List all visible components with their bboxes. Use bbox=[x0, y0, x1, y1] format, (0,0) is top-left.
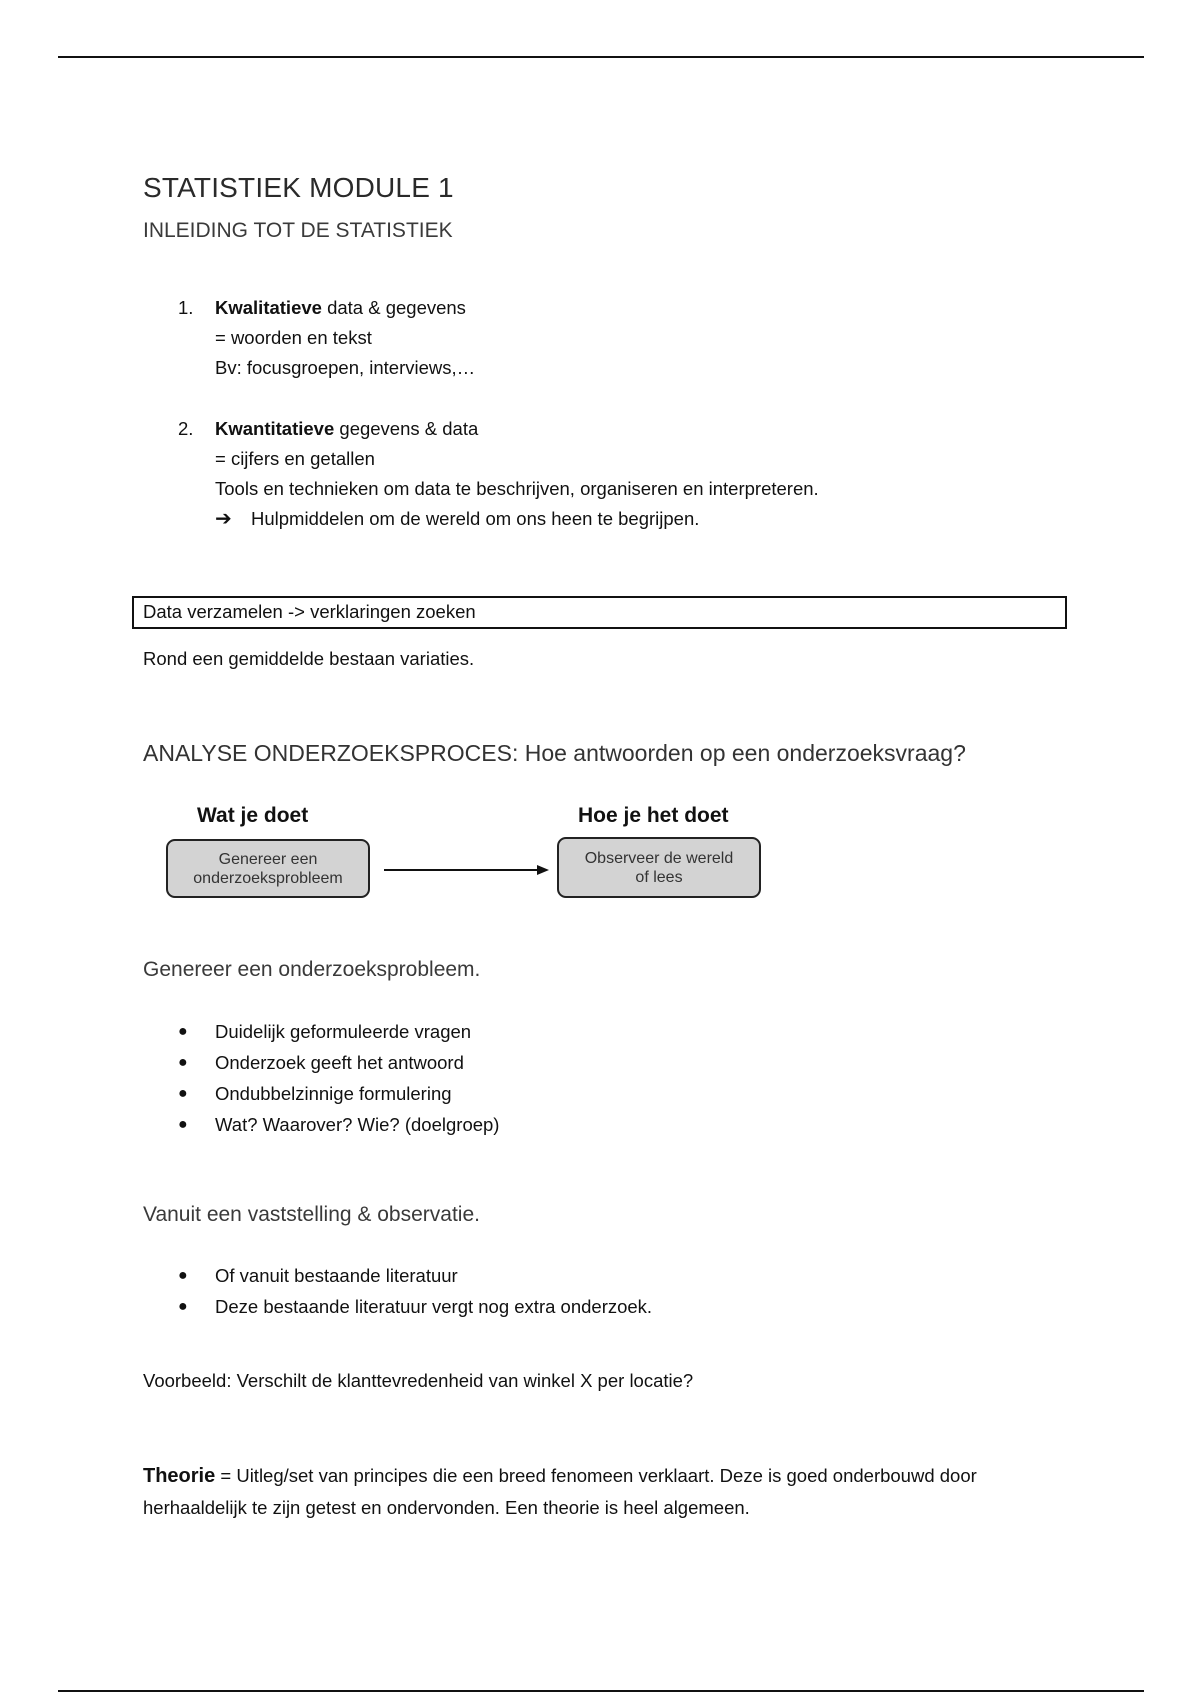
diagram-box-line: Genereer een bbox=[218, 850, 318, 868]
example-text: Voorbeeld: Verschilt de klanttevredenheid van winkel X per locatie? bbox=[143, 1370, 694, 1391]
arrow-line bbox=[178, 504, 819, 534]
boxed-note: Data verzamelen -> verklaringen zoeken bbox=[132, 596, 1067, 629]
bullet-text: Of vanuit bestaande literatuur bbox=[215, 1265, 458, 1286]
list-number: 2. bbox=[178, 418, 194, 439]
list-line: = cijfers en getallen bbox=[215, 448, 375, 469]
diagram-left-box bbox=[166, 839, 370, 898]
problem-bullets bbox=[178, 1016, 499, 1140]
theory-term: Theorie bbox=[143, 1465, 216, 1487]
list-item bbox=[178, 1047, 499, 1078]
arrow-line-text: Hulpmiddelen om de wereld om ons heen te begrijpen. bbox=[251, 508, 700, 529]
numbered-item-1 bbox=[178, 293, 475, 383]
bullet-text: Deze bestaande literatuur vergt nog extra onderzoek. bbox=[215, 1296, 653, 1317]
bullet-text: Duidelijk geformuleerde vragen bbox=[215, 1021, 472, 1042]
diagram-right-box bbox=[557, 837, 761, 898]
diagram-box-line: onderzoeksprobleem bbox=[193, 869, 343, 887]
diagram-box-line: Observeer de wereld bbox=[584, 849, 734, 867]
arrow-head bbox=[537, 865, 549, 875]
bullet-text: Ondubbelzinnige formulering bbox=[215, 1083, 452, 1104]
variation-text: Rond een gemiddelde bestaan variaties. bbox=[143, 648, 475, 669]
problem-heading: Genereer een onderzoeksprobleem. bbox=[143, 958, 481, 981]
bullet-icon: ● bbox=[178, 1116, 188, 1133]
bullet-icon: ● bbox=[178, 1023, 188, 1040]
theory-definition: = Uitleg/set van principes die een breed fenomeen verklaart. Deze is goed onderbouwd door herhaaldelijk te zijn getest en ondervonden. Een theorie is heel algemeen. bbox=[143, 1465, 977, 1518]
analysis-heading: ANALYSE ONDERZOEKSPROCES: Hoe antwoorden op een onderzoeksvraag? bbox=[143, 740, 966, 766]
bullet-icon: ● bbox=[178, 1085, 188, 1102]
bullet-icon: ● bbox=[178, 1267, 188, 1284]
observation-bullets bbox=[178, 1260, 652, 1322]
bottom-rule bbox=[58, 1690, 1144, 1692]
list-item bbox=[178, 1016, 499, 1047]
diagram-right-label: Hoe je het doet bbox=[578, 804, 729, 827]
list-item bbox=[178, 1109, 499, 1140]
diagram-arrow bbox=[384, 862, 550, 878]
term-rest: gegevens & data bbox=[334, 418, 479, 439]
bullet-text: Onderzoek geeft het antwoord bbox=[215, 1052, 464, 1073]
page-title: STATISTIEK MODULE 1 bbox=[143, 172, 454, 203]
diagram-box-line: of lees bbox=[635, 868, 683, 886]
list-line: Bv: focusgroepen, interviews,… bbox=[215, 357, 476, 378]
list-line: Tools en technieken om data te beschrijven, organiseren en interpreteren. bbox=[215, 478, 819, 499]
list-item bbox=[178, 1291, 652, 1322]
bullet-text: Wat? Waarover? Wie? (doelgroep) bbox=[215, 1114, 500, 1135]
diagram-left-label: Wat je doet bbox=[197, 804, 309, 827]
list-item bbox=[178, 1260, 652, 1291]
list-line: = woorden en tekst bbox=[215, 327, 372, 348]
list-item bbox=[178, 1078, 499, 1109]
theory-paragraph bbox=[143, 1460, 1073, 1523]
bullet-icon: ● bbox=[178, 1298, 188, 1315]
term-bold: Kwalitatieve bbox=[215, 297, 322, 318]
numbered-item-2 bbox=[178, 414, 819, 534]
term-rest: data & gegevens bbox=[321, 297, 466, 318]
bullet-icon: ● bbox=[178, 1054, 188, 1071]
right-arrow-icon: ➔ bbox=[215, 508, 232, 530]
page-subtitle: INLEIDING TOT DE STATISTIEK bbox=[143, 219, 453, 242]
term-bold: Kwantitatieve bbox=[215, 418, 335, 439]
observation-heading: Vanuit een vaststelling & observatie. bbox=[143, 1203, 480, 1226]
top-rule bbox=[58, 56, 1144, 58]
list-number: 1. bbox=[178, 297, 194, 318]
